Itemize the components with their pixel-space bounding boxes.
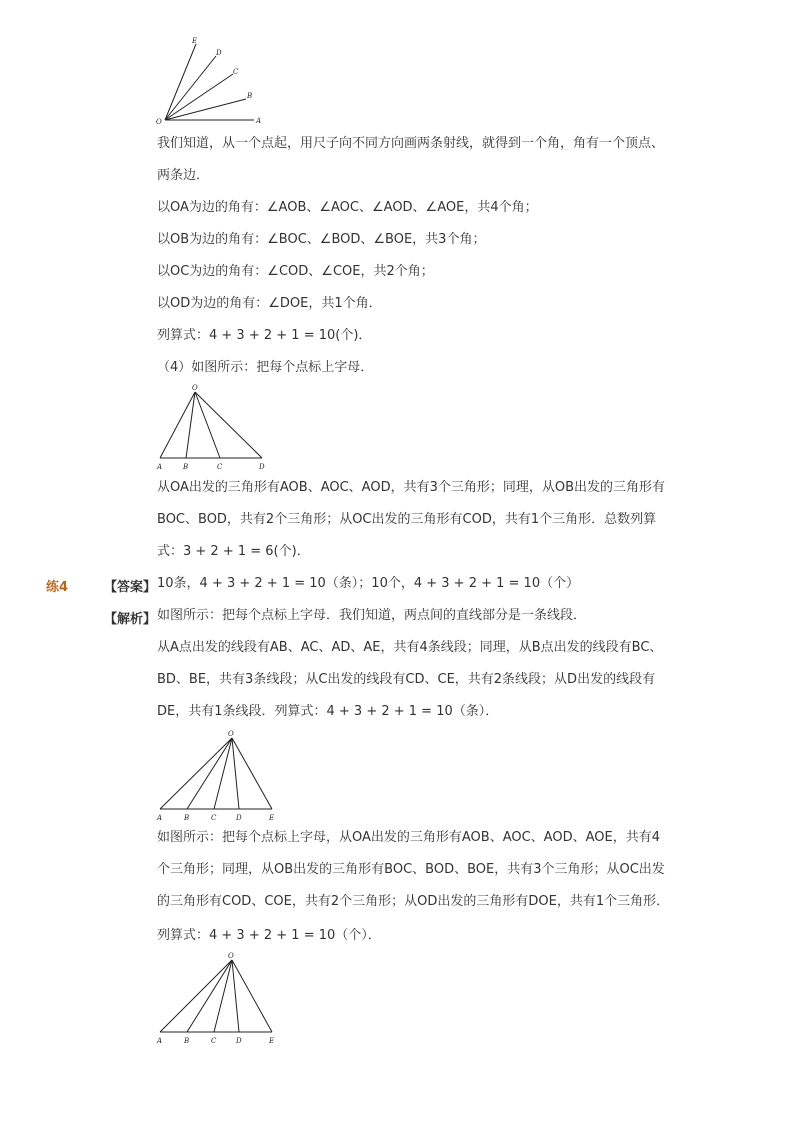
label-c: C — [217, 463, 223, 471]
part3-line-1: 我们知道，从一个点起，用尺子向不同方向画两条射线，就得到一个角，角有一个顶点、 — [157, 136, 665, 151]
side-oa — [160, 960, 232, 1032]
ray-oe — [165, 44, 196, 120]
label-e: E — [269, 1037, 275, 1045]
ray-od — [165, 56, 216, 120]
part3-line-4: 以OB为边的角有：∠BOC、∠BOD、∠BOE，共3个角； — [157, 232, 486, 247]
part4-line-2: BOC、BOD，共有2个三角形；从OC出发的三角形有COD，共有1个三角形．总数列算 — [157, 512, 657, 527]
side-ob — [187, 960, 232, 1032]
triangles-line-4: 列算式：4 + 3 + 2 + 1 = 10（个）． — [157, 928, 381, 943]
label-b: B — [183, 463, 189, 471]
segments-line-2: BD、BE，共有3条线段；从C出发的线段有CD、CE，共有2条线段；从D出发的线段有 — [157, 672, 656, 687]
label-d: D — [236, 1037, 242, 1045]
label-a: A — [157, 1037, 163, 1045]
exercise-tag: 练4 — [46, 580, 69, 595]
label-o: O — [156, 118, 162, 126]
part3-line-7: 列算式：4 + 3 + 2 + 1 = 10(个)． — [157, 328, 372, 343]
label-d: D — [216, 49, 222, 57]
label-c: C — [233, 68, 239, 76]
part3-line-2: 两条边． — [157, 168, 210, 183]
label-o: O — [228, 952, 234, 960]
analysis-first-line: 如图所示：把每个点标上字母．我们知道，两点间的直线部分是一条线段． — [157, 608, 587, 623]
segments-line-1: 从A点出发的线段有AB、AC、AD、AE，共有4条线段；同理，从B点出发的线段有BC、 — [157, 640, 663, 655]
label-e: E — [192, 37, 198, 45]
side-oc — [214, 738, 232, 809]
part4-line-3: 式：3 + 2 + 1 = 6(个)． — [157, 544, 310, 559]
label-c: C — [211, 814, 217, 822]
side-ob — [186, 392, 195, 458]
triangles-line-3: 的三角形有COD、COE，共有2个三角形；从OD出发的三角形有DOE，共有1个三角形． — [157, 894, 670, 909]
side-oa — [160, 738, 232, 809]
ray-oc — [165, 74, 233, 120]
triangles-line-1: 如图所示：把每个点标上字母，从OA出发的三角形有AOB、AOC、AOD、AOE，共有4 — [157, 830, 660, 845]
segments-line-3: DE，共有1条线段．列算式：4 + 3 + 2 + 1 = 10（条）． — [157, 704, 499, 719]
rays-figure — [150, 34, 270, 128]
part3-line-6: 以OD为边的角有：∠DOE，共1个角． — [157, 296, 382, 311]
side-oc — [214, 960, 232, 1032]
triangle-figure-2 — [150, 726, 280, 824]
side-od — [195, 392, 262, 458]
answer-text: 10条，4 + 3 + 2 + 1 = 10（条）；10个，4 + 3 + 2 + 1 = 10（个） — [157, 576, 580, 591]
triangle-figure-1 — [150, 382, 275, 474]
label-b: B — [184, 814, 190, 822]
label-d: D — [259, 463, 265, 471]
label-b: B — [184, 1037, 190, 1045]
label-e: E — [269, 814, 275, 822]
label-c: C — [211, 1037, 217, 1045]
answer-label: 【答案】 — [104, 580, 157, 595]
part3-line-3: 以OA为边的角有：∠AOB、∠AOC、∠AOD、∠AOE，共4个角； — [157, 200, 538, 215]
label-a: A — [157, 463, 163, 471]
triangles-line-2: 个三角形；同理，从OB出发的三角形有BOC、BOD、BOE，共有3个三角形；从OC出发 — [157, 862, 665, 877]
side-oc — [195, 392, 220, 458]
side-oa — [160, 392, 195, 458]
label-o: O — [228, 730, 234, 738]
ray-ob — [165, 99, 246, 120]
label-b: B — [247, 92, 253, 100]
label-a: A — [157, 814, 163, 822]
triangle-figure-3 — [150, 948, 280, 1048]
part4-line-1: 从OA出发的三角形有AOB、AOC、AOD，共有3个三角形；同理，从OB出发的三角形有 — [157, 480, 666, 495]
label-a: A — [256, 117, 262, 125]
part3-line-5: 以OC为边的角有：∠COD、∠COE，共2个角； — [157, 264, 434, 279]
label-d: D — [236, 814, 242, 822]
analysis-label: 【解析】 — [104, 612, 157, 627]
part4-heading: （4）如图所示：把每个点标上字母． — [157, 360, 374, 375]
side-ob — [187, 738, 232, 809]
label-o: O — [192, 384, 198, 392]
